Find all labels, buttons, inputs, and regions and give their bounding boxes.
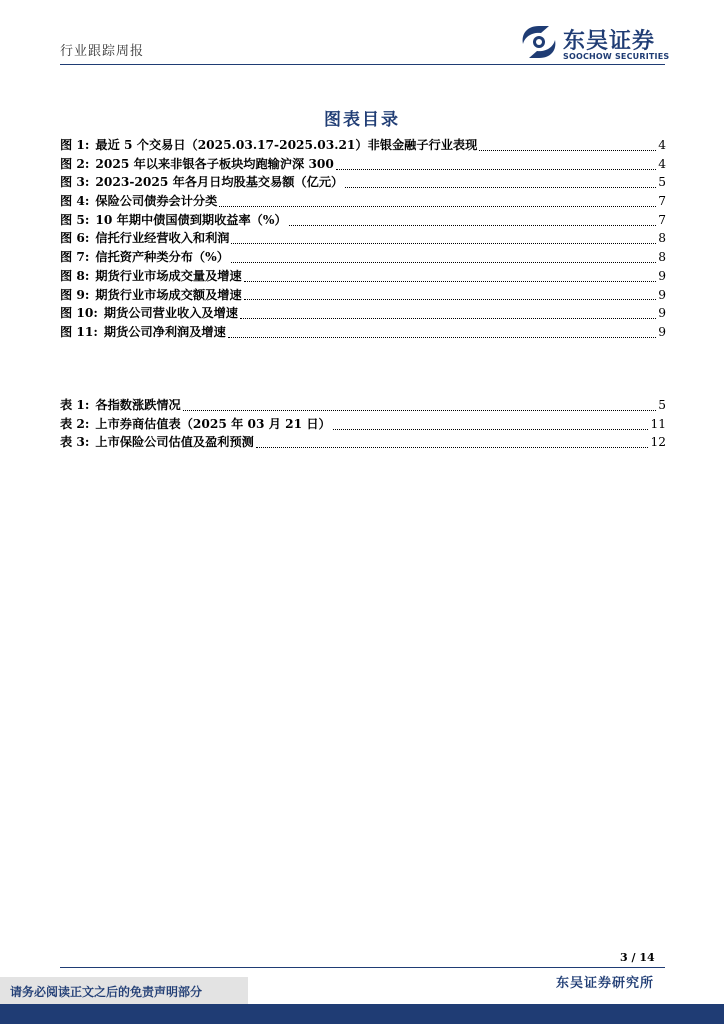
toc-entry-page: 7 — [658, 212, 666, 227]
toc-entry-page: 8 — [658, 250, 666, 265]
footer-divider — [60, 967, 665, 968]
toc-entry-title: 上市保险公司估值及盈利预测 — [95, 435, 254, 450]
toc-figure-entry[interactable] — [60, 304, 666, 323]
toc-entry-label: 表 2: — [60, 416, 90, 431]
toc-figure-entry[interactable] — [60, 267, 666, 286]
toc-figure-entry[interactable] — [60, 211, 666, 230]
toc-entry-page: 9 — [658, 306, 666, 321]
toc-entry-leader — [256, 437, 649, 448]
toc-entry-page: 11 — [650, 416, 666, 431]
logo-english-name: SOOCHOW SECURITIES — [563, 52, 670, 61]
toc-entry-page: 4 — [658, 138, 666, 152]
toc-entry-title: 信托资产种类分布（%） — [95, 250, 229, 265]
toc-entry-title: 期货行业市场成交量及增速 — [95, 268, 242, 283]
logo-mark-icon — [519, 24, 559, 60]
toc-entry-title: 期货公司净利润及增速 — [103, 324, 226, 339]
table-list — [60, 396, 666, 452]
toc-entry-title: 上市券商估值表（2025 年 03 月 21 日） — [95, 416, 331, 431]
toc-entry-page: 8 — [658, 231, 666, 246]
figure-list — [60, 136, 666, 342]
page-indicator: 3 / 14 — [620, 951, 655, 964]
toc-entry-page: 9 — [658, 268, 666, 283]
toc-entry-leader — [219, 196, 656, 207]
toc-entry-page: 7 — [658, 194, 666, 209]
toc-entry-leader — [183, 400, 657, 411]
disclaimer-text: 请务必阅读正文之后的免责声明部分 — [10, 985, 203, 999]
toc-entry-leader — [244, 289, 657, 300]
toc-entry-leader — [333, 419, 649, 430]
toc-table-entry[interactable] — [60, 433, 666, 452]
toc-entry-title: 2023-2025 年各月日均股基交易额（亿元） — [95, 175, 344, 190]
toc-table-entry[interactable] — [60, 415, 666, 434]
toc-entry-title: 各指数涨跌情况 — [95, 398, 181, 412]
logo-chinese-name: 东吴证券 — [563, 29, 656, 54]
company-logo — [519, 24, 679, 64]
toc-entry-label: 图 4: — [60, 194, 90, 209]
toc-entry-label: 图 7: — [60, 250, 90, 265]
toc-figure-entry[interactable] — [60, 192, 666, 211]
header-divider — [60, 64, 665, 65]
toc-entry-leader — [336, 159, 656, 170]
toc-figure-entry[interactable] — [60, 155, 666, 174]
toc-entry-leader — [231, 233, 656, 244]
toc-entry-leader — [240, 308, 656, 319]
toc-figure-entry[interactable] — [60, 248, 666, 267]
toc-entry-title: 2025 年以来非银各子板块均跑输沪深 300 — [95, 156, 334, 171]
toc-entry-leader — [345, 177, 656, 188]
toc-figure-entry[interactable] — [60, 323, 666, 342]
toc-table-entry[interactable] — [60, 396, 666, 415]
toc-entry-page: 12 — [650, 435, 666, 450]
toc-entry-page: 9 — [658, 324, 666, 339]
toc-entry-label: 图 8: — [60, 268, 90, 283]
toc-entry-leader — [231, 252, 656, 263]
toc-entry-label: 表 3: — [60, 435, 90, 450]
toc-entry-label: 表 1: — [60, 398, 90, 412]
toc-figure-entry[interactable] — [60, 286, 666, 305]
toc-figure-entry[interactable] — [60, 136, 666, 155]
toc-entry-label: 图 9: — [60, 287, 90, 302]
toc-entry-title: 信托行业经营收入和利润 — [95, 231, 230, 246]
toc-entry-title: 期货公司营业收入及增速 — [103, 306, 238, 321]
toc-title: 图表目录 — [324, 110, 400, 130]
toc-entry-label: 图 3: — [60, 175, 90, 190]
toc-figure-entry[interactable] — [60, 229, 666, 248]
toc-entry-label: 图 2: — [60, 156, 90, 171]
toc-entry-leader — [289, 215, 657, 226]
toc-entry-label: 图 1: — [60, 138, 90, 152]
disclaimer-bar — [0, 977, 248, 1004]
toc-entry-page: 5 — [658, 175, 666, 190]
toc-entry-page: 4 — [658, 156, 666, 171]
toc-entry-page: 9 — [658, 287, 666, 302]
toc-entry-label: 图 11: — [60, 324, 98, 339]
toc-entry-label: 图 5: — [60, 212, 90, 227]
toc-figure-entry[interactable] — [60, 173, 666, 192]
toc-entry-title: 保险公司债券会计分类 — [95, 194, 218, 209]
toc-entry-title: 10 年期中债国债到期收益率（%） — [95, 212, 287, 227]
firm-name: 东吴证券研究所 — [556, 976, 655, 991]
toc-entry-title: 期货行业市场成交额及增速 — [95, 287, 242, 302]
toc-entry-leader — [244, 271, 657, 282]
bottom-band — [0, 1004, 724, 1024]
toc-entry-label: 图 6: — [60, 231, 90, 246]
toc-entry-page: 5 — [658, 398, 666, 412]
toc-entry-leader — [228, 327, 656, 338]
toc-entry-title: 最近 5 个交易日（2025.03.17-2025.03.21）非银金融子行业表现 — [95, 138, 478, 152]
toc-entry-label: 图 10: — [60, 306, 98, 321]
report-type: 行业跟踪周报 — [60, 44, 145, 59]
toc-entry-leader — [479, 140, 656, 151]
